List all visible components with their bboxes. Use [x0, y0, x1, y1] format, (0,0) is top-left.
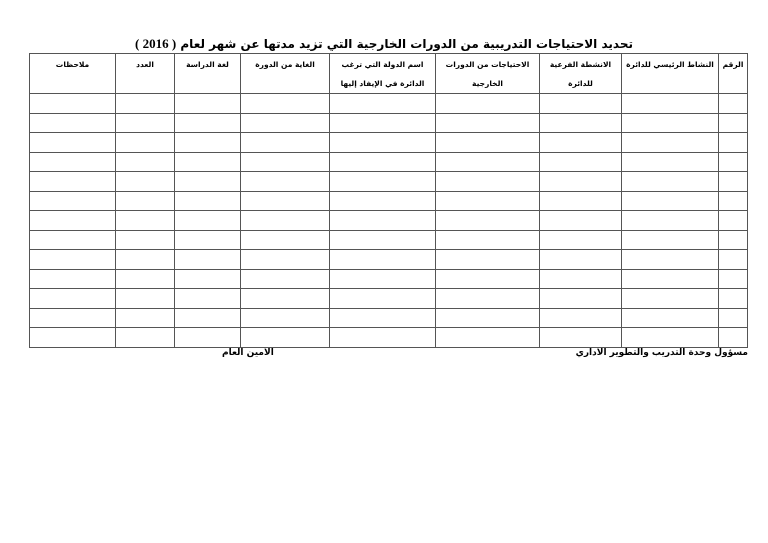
- table-cell: [30, 308, 116, 328]
- table-cell: [241, 133, 330, 153]
- table-row: [30, 94, 748, 114]
- table-cell: [330, 308, 436, 328]
- table-cell: [241, 230, 330, 250]
- table-cell: [175, 328, 241, 348]
- table-cell: [116, 289, 175, 309]
- table-cell: [241, 211, 330, 231]
- table-cell: [436, 269, 540, 289]
- table-cell: [436, 191, 540, 211]
- table-cell: [719, 328, 748, 348]
- table-cell: [116, 191, 175, 211]
- table-cell: [30, 172, 116, 192]
- table-cell: [436, 113, 540, 133]
- table-cell: [116, 172, 175, 192]
- table-row: [30, 269, 748, 289]
- table-cell: [116, 230, 175, 250]
- table-cell: [719, 308, 748, 328]
- table-cell: [330, 289, 436, 309]
- header-course-purpose: الغاية من الدورة: [241, 54, 330, 94]
- table-cell: [241, 289, 330, 309]
- table-cell: [540, 172, 622, 192]
- header-number: الرقم: [719, 54, 748, 94]
- table-cell: [436, 94, 540, 114]
- header-external-course-needs: الاحتياجات من الدورات الخارجية: [436, 54, 540, 94]
- table-cell: [330, 269, 436, 289]
- table-cell: [330, 113, 436, 133]
- table-cell: [116, 113, 175, 133]
- table-cell: [719, 191, 748, 211]
- table-cell: [241, 269, 330, 289]
- table-cell: [622, 328, 719, 348]
- header-count: العدد: [116, 54, 175, 94]
- document-title: [0, 36, 768, 52]
- table-cell: [30, 250, 116, 270]
- table-cell: [30, 94, 116, 114]
- table-cell: [330, 230, 436, 250]
- header-main-activity: النشاط الرئيسي للدائرة: [622, 54, 719, 94]
- header-notes: ملاحظات: [30, 54, 116, 94]
- table-cell: [175, 230, 241, 250]
- table-row: [30, 133, 748, 153]
- table-cell: [175, 191, 241, 211]
- table-row: [30, 250, 748, 270]
- table-cell: [540, 250, 622, 270]
- table-cell: [241, 94, 330, 114]
- table-cell: [436, 172, 540, 192]
- document-title-year: ( 2016 ): [135, 36, 177, 51]
- table-row: [30, 172, 748, 192]
- table-cell: [540, 269, 622, 289]
- table-row: [30, 328, 748, 348]
- table-row: [30, 308, 748, 328]
- table-cell: [175, 250, 241, 270]
- table-cell: [241, 152, 330, 172]
- table-cell: [175, 172, 241, 192]
- table-cell: [330, 133, 436, 153]
- table-row: [30, 211, 748, 231]
- table-cell: [540, 113, 622, 133]
- table-cell: [436, 328, 540, 348]
- table-cell: [540, 308, 622, 328]
- header-study-language: لغة الدراسة: [175, 54, 241, 94]
- table-row: [30, 152, 748, 172]
- document-title-text: تحديد الاحتياجات التدريبية من الدورات الخارجية التي تزيد مدتها عن شهر لعام: [180, 37, 633, 51]
- table-cell: [116, 308, 175, 328]
- table-cell: [30, 152, 116, 172]
- table-cell: [622, 113, 719, 133]
- table-cell: [330, 94, 436, 114]
- table-cell: [436, 152, 540, 172]
- table-cell: [241, 191, 330, 211]
- table-cell: [719, 113, 748, 133]
- table-cell: [540, 133, 622, 153]
- table-cell: [622, 289, 719, 309]
- table-cell: [116, 211, 175, 231]
- table-cell: [540, 94, 622, 114]
- table-header-row: [30, 54, 748, 94]
- table-cell: [116, 133, 175, 153]
- table-cell: [719, 289, 748, 309]
- table-cell: [622, 308, 719, 328]
- table-cell: [540, 328, 622, 348]
- table-cell: [330, 328, 436, 348]
- table-cell: [622, 94, 719, 114]
- table-cell: [116, 269, 175, 289]
- table-cell: [436, 289, 540, 309]
- table-cell: [241, 328, 330, 348]
- table-row: [30, 289, 748, 309]
- table-cell: [116, 328, 175, 348]
- table-cell: [30, 269, 116, 289]
- table-cell: [436, 250, 540, 270]
- table-row: [30, 113, 748, 133]
- table-cell: [719, 250, 748, 270]
- table-cell: [436, 133, 540, 153]
- table-cell: [30, 328, 116, 348]
- table-cell: [330, 172, 436, 192]
- training-needs-table: [29, 53, 748, 348]
- table-cell: [719, 172, 748, 192]
- table-cell: [116, 152, 175, 172]
- table-cell: [719, 269, 748, 289]
- table-cell: [622, 269, 719, 289]
- table-cell: [436, 211, 540, 231]
- table-cell: [540, 230, 622, 250]
- table-cell: [175, 133, 241, 153]
- table-cell: [30, 211, 116, 231]
- table-cell: [719, 230, 748, 250]
- table-cell: [175, 113, 241, 133]
- table-cell: [719, 94, 748, 114]
- table-cell: [241, 113, 330, 133]
- table-cell: [622, 211, 719, 231]
- table-cell: [540, 191, 622, 211]
- table-cell: [175, 289, 241, 309]
- table-body: [30, 94, 748, 348]
- table-cell: [622, 191, 719, 211]
- table-cell: [30, 191, 116, 211]
- table-cell: [241, 308, 330, 328]
- header-country: اسم الدولة التي ترغب الدائرة في الإيفاد إليها: [330, 54, 436, 94]
- table-cell: [540, 211, 622, 231]
- table-cell: [622, 230, 719, 250]
- table-row: [30, 191, 748, 211]
- table-cell: [175, 269, 241, 289]
- table-cell: [540, 152, 622, 172]
- table-cell: [622, 172, 719, 192]
- table-cell: [330, 152, 436, 172]
- table-cell: [330, 211, 436, 231]
- table-cell: [719, 133, 748, 153]
- table-cell: [30, 113, 116, 133]
- table-cell: [175, 152, 241, 172]
- table-cell: [719, 152, 748, 172]
- table-cell: [30, 289, 116, 309]
- table-cell: [241, 250, 330, 270]
- table-cell: [540, 289, 622, 309]
- header-sub-activities: الانشطة الفرعية للدائرة: [540, 54, 622, 94]
- table-cell: [30, 230, 116, 250]
- table-cell: [622, 250, 719, 270]
- table-cell: [241, 172, 330, 192]
- table-cell: [175, 308, 241, 328]
- table-cell: [116, 94, 175, 114]
- table-cell: [330, 250, 436, 270]
- table-cell: [622, 133, 719, 153]
- table-cell: [622, 152, 719, 172]
- table-cell: [436, 308, 540, 328]
- table-row: [30, 230, 748, 250]
- table-cell: [175, 94, 241, 114]
- table-cell: [175, 211, 241, 231]
- training-unit-officer-label: مسؤول وحدة التدريب والتطوير الاداري: [575, 348, 748, 358]
- table-cell: [719, 211, 748, 231]
- table-cell: [30, 133, 116, 153]
- secretary-general-label: الامين العام: [222, 348, 274, 358]
- table-cell: [330, 191, 436, 211]
- table-cell: [436, 230, 540, 250]
- table-cell: [116, 250, 175, 270]
